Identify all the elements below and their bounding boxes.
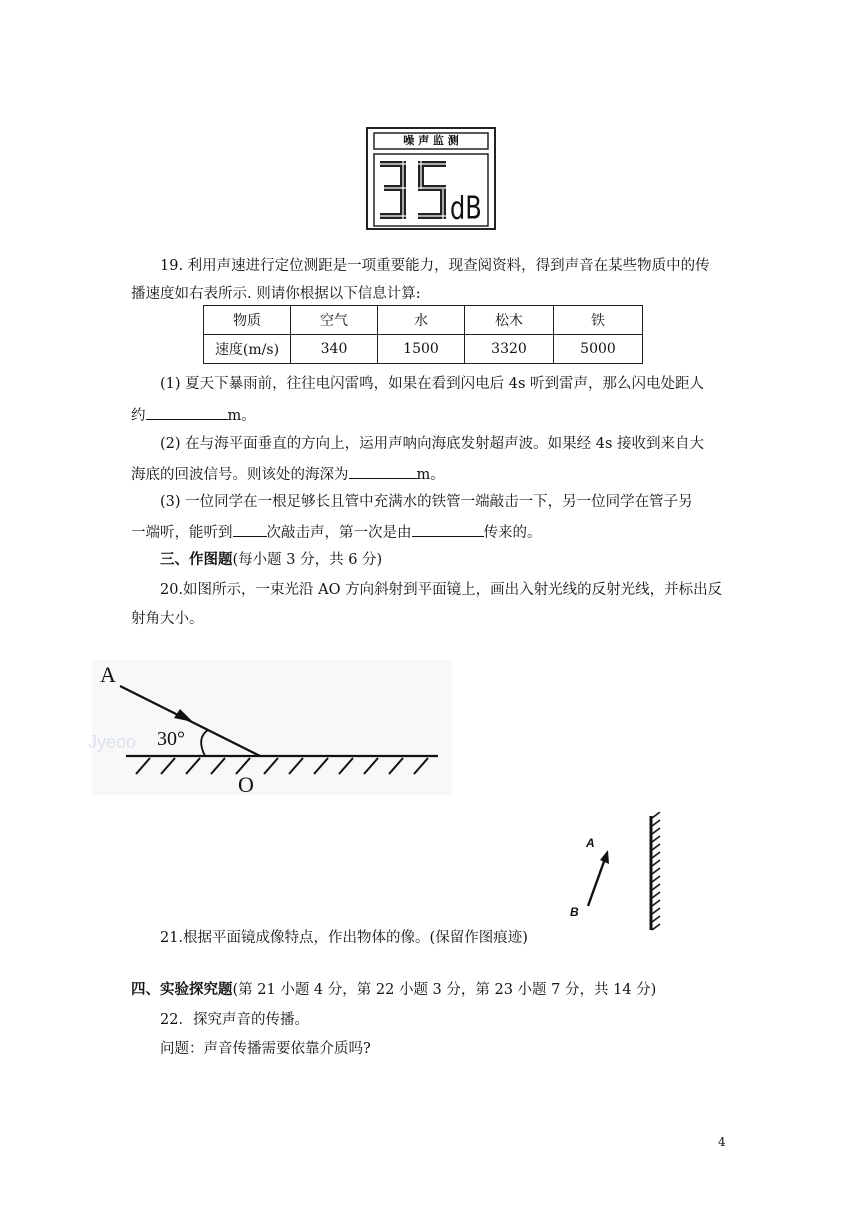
section3-heading-line [160, 550, 382, 570]
table-cell: 5000 [554, 335, 643, 364]
q19-part1-line2 [131, 404, 256, 426]
answer-blank[interactable] [349, 463, 417, 479]
section3-note: (每小题 3 分，共 6 分) [232, 552, 383, 568]
q19-part3-line2 [131, 521, 542, 543]
point-b-label: B [570, 905, 579, 919]
point-a-label: A [100, 662, 116, 687]
q19-part3-middle: 次敲击声，第一次是由 [266, 525, 412, 541]
q19-intro-line1: 19. 利用声速进行定位测距是一项重要能力，现查阅资料，得到声音在某些物质中的传 [160, 258, 710, 274]
answer-blank[interactable] [233, 521, 267, 537]
table-cell: 1500 [378, 335, 465, 364]
q19-part3-prefix: 一端听，能听到 [131, 525, 233, 541]
q19-part3-suffix: 传来的。 [483, 525, 542, 541]
q19-part2-prefix: 海底的回波信号。则该处的海深为 [131, 467, 349, 483]
table-cell: 速度(m/s) [204, 335, 291, 364]
q22-line2: 问题：声音传播需要依靠介质吗? [160, 1041, 371, 1057]
q19-part3-line1: (3) 一位同学在一根足够长且管中充满水的铁管一端敲击一下，另一位同学在管子另 [160, 494, 693, 510]
point-o-label: O [238, 772, 254, 797]
table-cell: 340 [291, 335, 378, 364]
answer-blank[interactable] [146, 404, 228, 420]
table-cell: 空气 [291, 306, 378, 335]
q19-part1-unit: m。 [227, 408, 256, 424]
table-row [204, 306, 643, 335]
q20-line2: 射角大小。 [131, 611, 204, 627]
point-a-label: A [586, 836, 595, 850]
q20-line1: 20.如图所示，一束光沿 AO 方向斜射到平面镜上，画出入射光线的反射光线，并标出反 [160, 582, 723, 598]
section3-heading: 三、作图题 [160, 551, 233, 568]
q19-part1-line1: (1) 夏天下暴雨前，往往电闪雷鸣，如果在看到闪电后 4s 听到雷声，那么闪电处距人 [160, 376, 705, 392]
mirror-object-diagram [566, 812, 676, 932]
q19-part2-line2 [131, 463, 445, 485]
table-row [204, 335, 643, 364]
table-cell: 铁 [554, 306, 643, 335]
watermark: Jyeoo [88, 732, 137, 752]
reflection-diagram [88, 660, 452, 797]
page-number: 4 [718, 1135, 726, 1149]
q19-part1-prefix: 约 [131, 408, 146, 424]
q21-text: 21.根据平面镜成像特点，作出物体的像。(保留作图痕迹) [160, 930, 528, 946]
q19-intro-line2: 播速度如右表所示. 则请你根据以下信息计算: [131, 286, 421, 302]
section4-note: (第 21 小题 4 分，第 22 小题 3 分，第 23 小题 7 分，共 14 分) [232, 982, 657, 998]
noise-monitor-figure [366, 127, 496, 230]
noise-monitor-title: 噪 声 监 测 [403, 134, 459, 147]
section4-heading-line [131, 980, 656, 1000]
q19-part2-line1: (2) 在与海平面垂直的方向上，运用声呐向海底发射超声波。如果经 4s 接收到来自大 [160, 436, 705, 452]
table-cell: 水 [378, 306, 465, 335]
answer-blank[interactable] [412, 521, 484, 537]
noise-monitor-unit: dB [450, 190, 482, 227]
q19-part2-unit: m。 [416, 467, 445, 483]
speed-table [203, 305, 643, 364]
table-cell: 物质 [204, 306, 291, 335]
section4-heading: 四、实验探究题 [131, 981, 233, 998]
angle-label: 30° [157, 728, 185, 750]
table-cell: 松木 [465, 306, 554, 335]
table-cell: 3320 [465, 335, 554, 364]
q22-line1: 22．探究声音的传播。 [160, 1012, 309, 1028]
